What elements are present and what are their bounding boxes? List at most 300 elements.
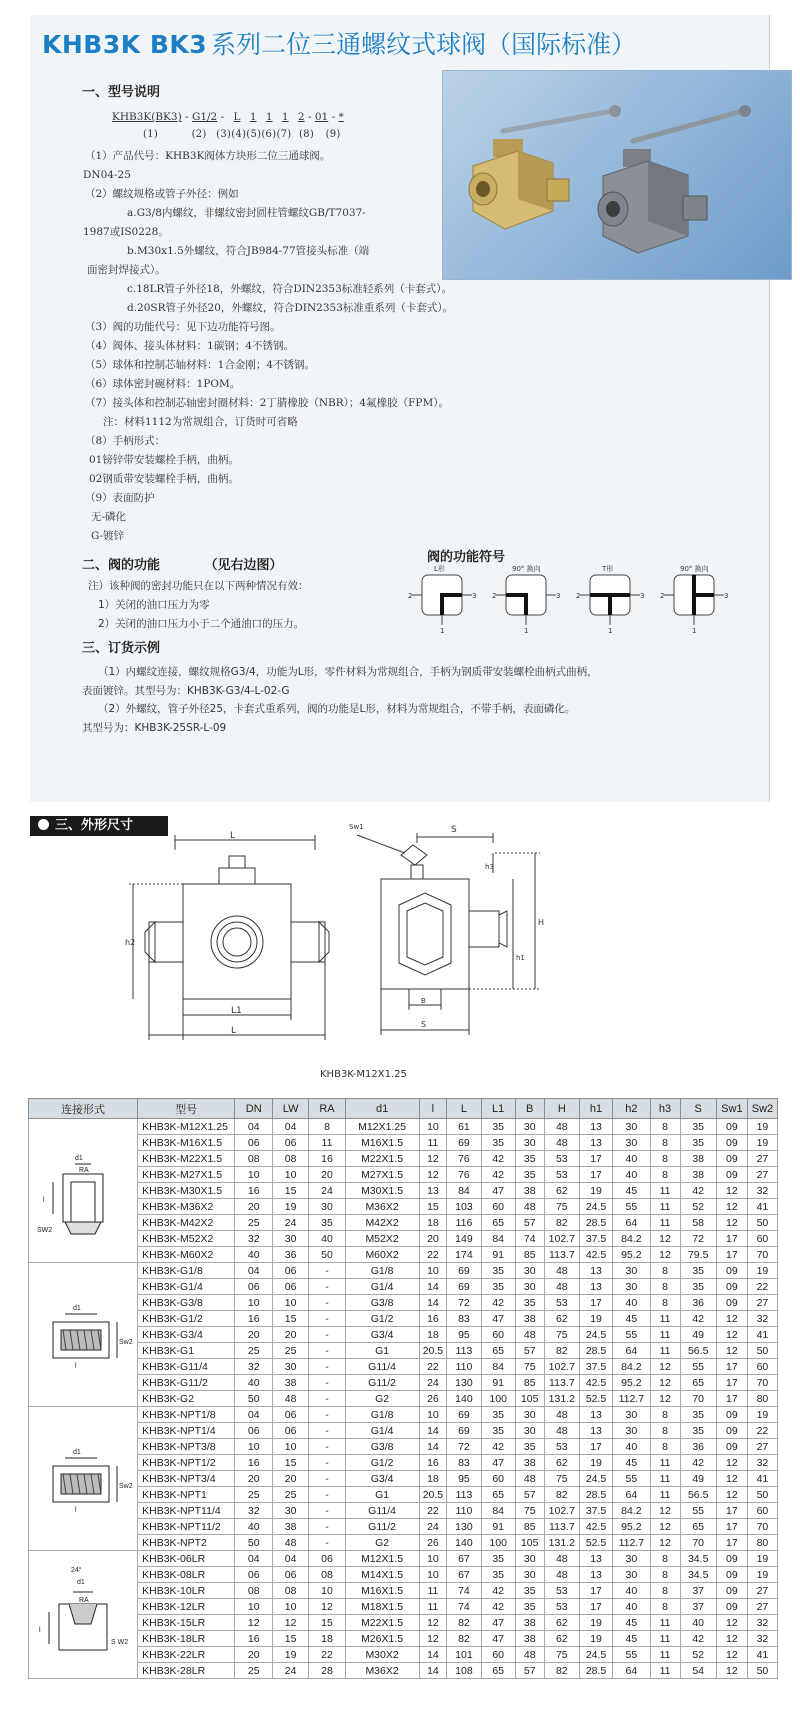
value-cell: 10 (235, 1295, 272, 1311)
value-cell: 12 (650, 1535, 680, 1551)
value-cell: 57 (515, 1663, 544, 1679)
value-cell: 10 (419, 1263, 447, 1279)
value-cell: 8 (650, 1567, 680, 1583)
port-label: 3 (724, 592, 729, 600)
value-cell: 14 (419, 1279, 447, 1295)
model-cell: KHB3K-18LR (138, 1631, 235, 1647)
value-cell: 25 (235, 1663, 272, 1679)
table-row (29, 1663, 778, 1679)
value-cell: 30 (613, 1407, 650, 1423)
value-cell: 40 (613, 1167, 650, 1183)
model-line: d.20SR管子外径20，外螺纹，符合DIN2353标准重系列（卡套式）。 (127, 302, 454, 314)
value-cell: 08 (272, 1151, 308, 1167)
value-cell: - (309, 1263, 345, 1279)
value-cell: 113 (447, 1487, 481, 1503)
model-line: 02钢质带安装螺栓手柄，曲柄。 (89, 473, 239, 485)
value-cell: 15 (272, 1183, 308, 1199)
value-cell: 09 (716, 1551, 747, 1567)
port-label: 2 (660, 592, 665, 600)
value-cell: 85 (515, 1519, 544, 1535)
value-cell: - (309, 1407, 345, 1423)
value-cell: 15 (419, 1199, 447, 1215)
value-cell: 82 (544, 1215, 579, 1231)
value-cell: 38 (515, 1615, 544, 1631)
value-cell: 32 (235, 1359, 272, 1375)
model-line: （7）接头体和控制芯轴密封圈材料：2丁腈橡胶（NBR）；4氟橡胶（FPM）。 (85, 397, 449, 409)
code-index: (8) (299, 129, 315, 140)
code-index: (4) (231, 129, 247, 140)
value-cell: 12 (419, 1631, 447, 1647)
value-cell: 60 (481, 1327, 515, 1343)
model-line: b.M30x1.5外螺纹，符合JB984-77管接头标准（端 (127, 245, 370, 257)
value-cell: 20.5 (419, 1343, 447, 1359)
value-cell: 04 (272, 1551, 308, 1567)
code-part: 2 (297, 111, 305, 123)
table-row (29, 1551, 778, 1567)
code-part: 1 (281, 111, 289, 123)
model-cell: KHB3K-M60X2 (138, 1247, 235, 1263)
value-cell: 83 (447, 1311, 481, 1327)
value-cell: 26 (419, 1391, 447, 1407)
value-cell: 30 (515, 1263, 544, 1279)
value-cell: 38 (515, 1183, 544, 1199)
model-line: 注：材料1112为常规组合，订货时可省略 (103, 416, 298, 428)
value-cell: 17 (579, 1439, 612, 1455)
value-cell: 13 (579, 1551, 612, 1567)
model-line: c.18LR管子外径18，外螺纹，符合DIN2353标准轻系列（卡套式）。 (127, 283, 453, 295)
model-cell: KHB3K-NPT3/8 (138, 1439, 235, 1455)
port-label: 1 (608, 627, 613, 635)
value-cell: 12 (716, 1487, 747, 1503)
value-cell: 84.2 (613, 1503, 650, 1519)
connection-type-cell (29, 1551, 138, 1679)
value-cell: 48 (544, 1119, 579, 1135)
conn-label: d1 (73, 1449, 81, 1456)
value-cell: 10 (272, 1439, 308, 1455)
value-cell: 47 (481, 1455, 515, 1471)
value-cell: 37 (680, 1599, 716, 1615)
model-cell: KHB3K-15LR (138, 1615, 235, 1631)
value-cell: 60 (481, 1471, 515, 1487)
value-cell: 60 (747, 1503, 777, 1519)
value-cell: 09 (716, 1295, 747, 1311)
value-cell: - (309, 1391, 345, 1407)
value-cell: 8 (650, 1135, 680, 1151)
value-cell: 09 (716, 1439, 747, 1455)
value-cell: 42 (481, 1583, 515, 1599)
model-cell: KHB3K-08LR (138, 1567, 235, 1583)
value-cell: 113.7 (544, 1375, 579, 1391)
code-part: KHB3K(BK3) (112, 111, 182, 123)
value-cell: 15 (272, 1631, 308, 1647)
value-cell: 14 (419, 1295, 447, 1311)
model-cell: KHB3K-G1 (138, 1343, 235, 1359)
value-cell: 47 (481, 1311, 515, 1327)
value-cell: M14X1.5 (345, 1567, 419, 1583)
table-row (29, 1503, 778, 1519)
value-cell: 70 (680, 1391, 716, 1407)
value-cell: 11 (650, 1455, 680, 1471)
model-cell: KHB3K-M36X2 (138, 1199, 235, 1215)
value-cell: 13 (579, 1135, 612, 1151)
value-cell: 30 (515, 1119, 544, 1135)
model-cell: KHB3K-G1/2 (138, 1311, 235, 1327)
value-cell: 40 (235, 1247, 272, 1263)
value-cell: 75 (544, 1327, 579, 1343)
value-cell: 16 (309, 1151, 345, 1167)
connection-lr-compression-icon (35, 1558, 131, 1668)
value-cell: 19 (747, 1119, 777, 1135)
conn-label: d1 (73, 1305, 81, 1312)
table-row (29, 1375, 778, 1391)
value-cell: 75 (515, 1359, 544, 1375)
model-description (85, 147, 453, 546)
value-cell: 53 (544, 1167, 579, 1183)
value-cell: 30 (613, 1551, 650, 1567)
value-cell: 20.5 (419, 1487, 447, 1503)
value-cell: 41 (747, 1647, 777, 1663)
value-cell: 06 (235, 1423, 272, 1439)
table-row (29, 1167, 778, 1183)
table-header-row (29, 1099, 778, 1119)
value-cell: 06 (272, 1567, 308, 1583)
value-cell: 37.5 (579, 1503, 612, 1519)
model-cell: KHB3K-M12X1.25 (138, 1119, 235, 1135)
value-cell: 102.7 (544, 1231, 579, 1247)
table-row (29, 1151, 778, 1167)
value-cell: 65 (680, 1375, 716, 1391)
value-cell: 70 (747, 1375, 777, 1391)
value-cell: M60X2 (345, 1247, 419, 1263)
port-label: 1 (524, 627, 529, 635)
value-cell: - (309, 1519, 345, 1535)
value-cell: 19 (579, 1311, 612, 1327)
value-cell: 42 (680, 1455, 716, 1471)
table-row (29, 1199, 778, 1215)
value-cell: 30 (613, 1423, 650, 1439)
conn-label: d1 (77, 1579, 85, 1586)
value-cell: 24.5 (579, 1327, 612, 1343)
dim-label-Sw1: Sw1 (349, 823, 364, 831)
value-cell: 149 (447, 1231, 481, 1247)
value-cell: 37 (680, 1583, 716, 1599)
model-cell: KHB3K-G3/8 (138, 1295, 235, 1311)
value-cell: 55 (680, 1359, 716, 1375)
column-header: 型号 (138, 1099, 235, 1119)
value-cell: G3/8 (345, 1295, 419, 1311)
value-cell: 102.7 (544, 1359, 579, 1375)
table-row (29, 1647, 778, 1663)
value-cell: 20 (235, 1647, 272, 1663)
value-cell: 25 (272, 1343, 308, 1359)
value-cell: 18 (419, 1471, 447, 1487)
value-cell: 30 (613, 1135, 650, 1151)
value-cell: 09 (716, 1119, 747, 1135)
symbol-label: 90° 换向 (680, 565, 709, 573)
value-cell: 47 (481, 1183, 515, 1199)
value-cell: 11 (650, 1183, 680, 1199)
value-cell: 11 (650, 1631, 680, 1647)
table-row (29, 1615, 778, 1631)
value-cell: 53 (544, 1295, 579, 1311)
model-cell: KHB3K-28LR (138, 1663, 235, 1679)
value-cell: 70 (747, 1519, 777, 1535)
model-cell: KHB3K-G3/4 (138, 1327, 235, 1343)
value-cell: - (309, 1295, 345, 1311)
value-cell: 36 (272, 1247, 308, 1263)
code-part: - (331, 111, 336, 123)
value-cell: 12 (650, 1519, 680, 1535)
value-cell: 8 (650, 1151, 680, 1167)
value-cell: 37.5 (579, 1231, 612, 1247)
symbol-l-shape (408, 565, 476, 635)
value-cell: 79.5 (680, 1247, 716, 1263)
value-cell: 11 (309, 1135, 345, 1151)
value-cell: 08 (272, 1583, 308, 1599)
value-cell: 42 (680, 1183, 716, 1199)
value-cell: 82 (447, 1615, 481, 1631)
connection-g-internal-icon (35, 1278, 131, 1388)
value-cell: 69 (447, 1279, 481, 1295)
conn-label: l (75, 1507, 77, 1514)
value-cell: - (309, 1375, 345, 1391)
value-cell: 112.7 (613, 1535, 650, 1551)
conn-shape (69, 1604, 97, 1624)
order-line: 表面镀锌。其型号为：KHB3K-G3/4-L-02-G (82, 684, 290, 697)
value-cell: 12 (419, 1167, 447, 1183)
value-cell: 91 (481, 1375, 515, 1391)
value-cell: M27X1.5 (345, 1167, 419, 1183)
model-line: （5）球体和控制芯轴材料：1合金刚；4不锈钢。 (85, 359, 316, 371)
value-cell: 131.2 (544, 1535, 579, 1551)
value-cell: 12 (272, 1615, 308, 1631)
value-cell: 27 (747, 1583, 777, 1599)
value-cell: 40 (309, 1231, 345, 1247)
value-cell: 35 (481, 1407, 515, 1423)
value-cell: 41 (747, 1471, 777, 1487)
value-cell: 74 (447, 1583, 481, 1599)
value-cell: 06 (272, 1423, 308, 1439)
value-cell: 06 (272, 1279, 308, 1295)
value-cell: 10 (309, 1583, 345, 1599)
value-cell: 72 (447, 1295, 481, 1311)
value-cell: 12 (716, 1183, 747, 1199)
column-header: l (419, 1099, 447, 1119)
table-row (29, 1599, 778, 1615)
value-cell: 17 (716, 1535, 747, 1551)
value-cell: 105 (515, 1535, 544, 1551)
connection-type-cell (29, 1263, 138, 1407)
value-cell: M22X1.5 (345, 1615, 419, 1631)
value-cell: - (309, 1279, 345, 1295)
order-line: （2）外螺纹，管子外径25，卡套式重系列，阀的功能是L形，材料为常规组合，不带手柄，表面磷化。 (98, 703, 576, 715)
value-cell: 52.5 (579, 1391, 612, 1407)
value-cell: 24 (272, 1663, 308, 1679)
value-cell: 69 (447, 1423, 481, 1439)
value-cell: - (309, 1455, 345, 1471)
value-cell: 82 (544, 1343, 579, 1359)
value-cell: 25 (235, 1343, 272, 1359)
value-cell: 67 (447, 1567, 481, 1583)
value-cell: 22 (747, 1279, 777, 1295)
symbol-label: L形 (434, 565, 445, 573)
value-cell: 22 (419, 1503, 447, 1519)
value-cell: 35 (481, 1135, 515, 1151)
value-cell: 76 (447, 1151, 481, 1167)
value-cell: - (309, 1343, 345, 1359)
table-row (29, 1487, 778, 1503)
value-cell: 06 (235, 1279, 272, 1295)
column-header: Sw1 (716, 1099, 747, 1119)
value-cell: 12 (716, 1615, 747, 1631)
table-row (29, 1215, 778, 1231)
value-cell: 06 (309, 1551, 345, 1567)
value-cell: 12 (650, 1503, 680, 1519)
function-note: 注）该种阀的密封功能只在以下两种情况有效： (88, 580, 309, 592)
value-cell: 30 (613, 1119, 650, 1135)
conn-label: SW2 (37, 1227, 53, 1234)
value-cell: 53 (544, 1151, 579, 1167)
model-section-heading: 一、型号说明 (82, 85, 161, 100)
value-cell: 11 (650, 1215, 680, 1231)
value-cell: 16 (235, 1183, 272, 1199)
value-cell: 17 (579, 1167, 612, 1183)
connection-type-cell (29, 1119, 138, 1263)
value-cell: 24.5 (579, 1471, 612, 1487)
value-cell: M16X1.5 (345, 1135, 419, 1151)
value-cell: 130 (447, 1375, 481, 1391)
value-cell: 8 (650, 1599, 680, 1615)
value-cell: 108 (447, 1663, 481, 1679)
value-cell: 14 (419, 1647, 447, 1663)
port-label: 2 (492, 592, 497, 600)
value-cell: 18 (309, 1631, 345, 1647)
value-cell: 49 (680, 1327, 716, 1343)
value-cell: 38 (272, 1375, 308, 1391)
value-cell: 15 (272, 1455, 308, 1471)
value-cell: 13 (579, 1407, 612, 1423)
value-cell: 45 (613, 1615, 650, 1631)
port-label: 2 (576, 592, 581, 600)
symbols-title: 阀的功能符号 (427, 550, 506, 565)
code-index: (6) (261, 129, 277, 140)
value-cell: 56.5 (680, 1343, 716, 1359)
value-cell: 95.2 (613, 1247, 650, 1263)
value-cell: 06 (235, 1567, 272, 1583)
value-cell: G11/2 (345, 1375, 419, 1391)
value-cell: 10 (235, 1439, 272, 1455)
value-cell: 8 (650, 1295, 680, 1311)
conn-label: d1 (75, 1155, 83, 1162)
value-cell: 42 (481, 1167, 515, 1183)
value-cell: G3/4 (345, 1327, 419, 1343)
value-cell: 08 (235, 1151, 272, 1167)
value-cell: - (309, 1471, 345, 1487)
value-cell: 30 (272, 1359, 308, 1375)
value-cell: 95.2 (613, 1519, 650, 1535)
value-cell: 32 (235, 1503, 272, 1519)
value-cell: 53 (544, 1583, 579, 1599)
order-examples (82, 663, 598, 737)
value-cell: 10 (419, 1119, 447, 1135)
value-cell: 101 (447, 1647, 481, 1663)
value-cell: 30 (272, 1231, 308, 1247)
value-cell: 69 (447, 1135, 481, 1151)
value-cell: 11 (650, 1647, 680, 1663)
symbol-label: T形 (602, 565, 614, 573)
value-cell: 82 (544, 1487, 579, 1503)
value-cell: 70 (747, 1247, 777, 1263)
value-cell: 17 (716, 1519, 747, 1535)
value-cell: 55 (613, 1327, 650, 1343)
value-cell: 35 (680, 1279, 716, 1295)
dim-label-H: H (538, 918, 545, 927)
side-view-drawing (345, 815, 560, 1060)
value-cell: 42 (481, 1599, 515, 1615)
value-cell: 30 (515, 1551, 544, 1567)
value-cell: 12 (716, 1663, 747, 1679)
value-cell: 09 (716, 1263, 747, 1279)
table-row (29, 1391, 778, 1407)
order-line: （1）内螺纹连接，螺纹规格G3/4，功能为L形，零件材料为常规组合，手柄为钢质带安装螺栓曲柄式曲柄， (98, 666, 598, 678)
value-cell: 8 (650, 1407, 680, 1423)
conn-shape (61, 1330, 101, 1350)
value-cell: 62 (544, 1311, 579, 1327)
value-cell: 65 (481, 1487, 515, 1503)
value-cell: 24 (419, 1375, 447, 1391)
value-cell: 06 (272, 1135, 308, 1151)
value-cell: G1/4 (345, 1423, 419, 1439)
value-cell: 50 (309, 1247, 345, 1263)
value-cell: 95 (447, 1327, 481, 1343)
spec-table (28, 1098, 778, 1679)
table-row (29, 1295, 778, 1311)
value-cell: 53 (544, 1439, 579, 1455)
model-cell: KHB3K-M52X2 (138, 1231, 235, 1247)
page-title (42, 25, 636, 61)
code-index: (9) (325, 129, 341, 140)
table-row (29, 1183, 778, 1199)
value-cell: 32 (747, 1311, 777, 1327)
value-cell: 69 (447, 1407, 481, 1423)
value-cell: 09 (716, 1135, 747, 1151)
value-cell: 47 (481, 1615, 515, 1631)
value-cell: 82 (544, 1663, 579, 1679)
value-cell: 42 (481, 1151, 515, 1167)
dim-label-B: B (421, 997, 426, 1005)
model-line: （8）手柄形式： (85, 435, 166, 447)
value-cell: 60 (481, 1647, 515, 1663)
value-cell: 24 (419, 1519, 447, 1535)
model-cell: KHB3K-12LR (138, 1599, 235, 1615)
value-cell: 74 (515, 1231, 544, 1247)
value-cell: 38 (515, 1455, 544, 1471)
conn-label: l (39, 1627, 41, 1634)
value-cell: 19 (747, 1567, 777, 1583)
model-line: 01镑锌带安装螺栓手柄，曲柄。 (89, 454, 239, 466)
column-header: LW (272, 1099, 308, 1119)
value-cell: 48 (515, 1327, 544, 1343)
value-cell: 10 (419, 1567, 447, 1583)
column-header: h3 (650, 1099, 680, 1119)
value-cell: 35 (680, 1135, 716, 1151)
value-cell: 50 (747, 1215, 777, 1231)
value-cell: 12 (716, 1311, 747, 1327)
value-cell: 12 (716, 1647, 747, 1663)
table-row (29, 1311, 778, 1327)
value-cell: 09 (716, 1423, 747, 1439)
value-cell: 69 (447, 1263, 481, 1279)
